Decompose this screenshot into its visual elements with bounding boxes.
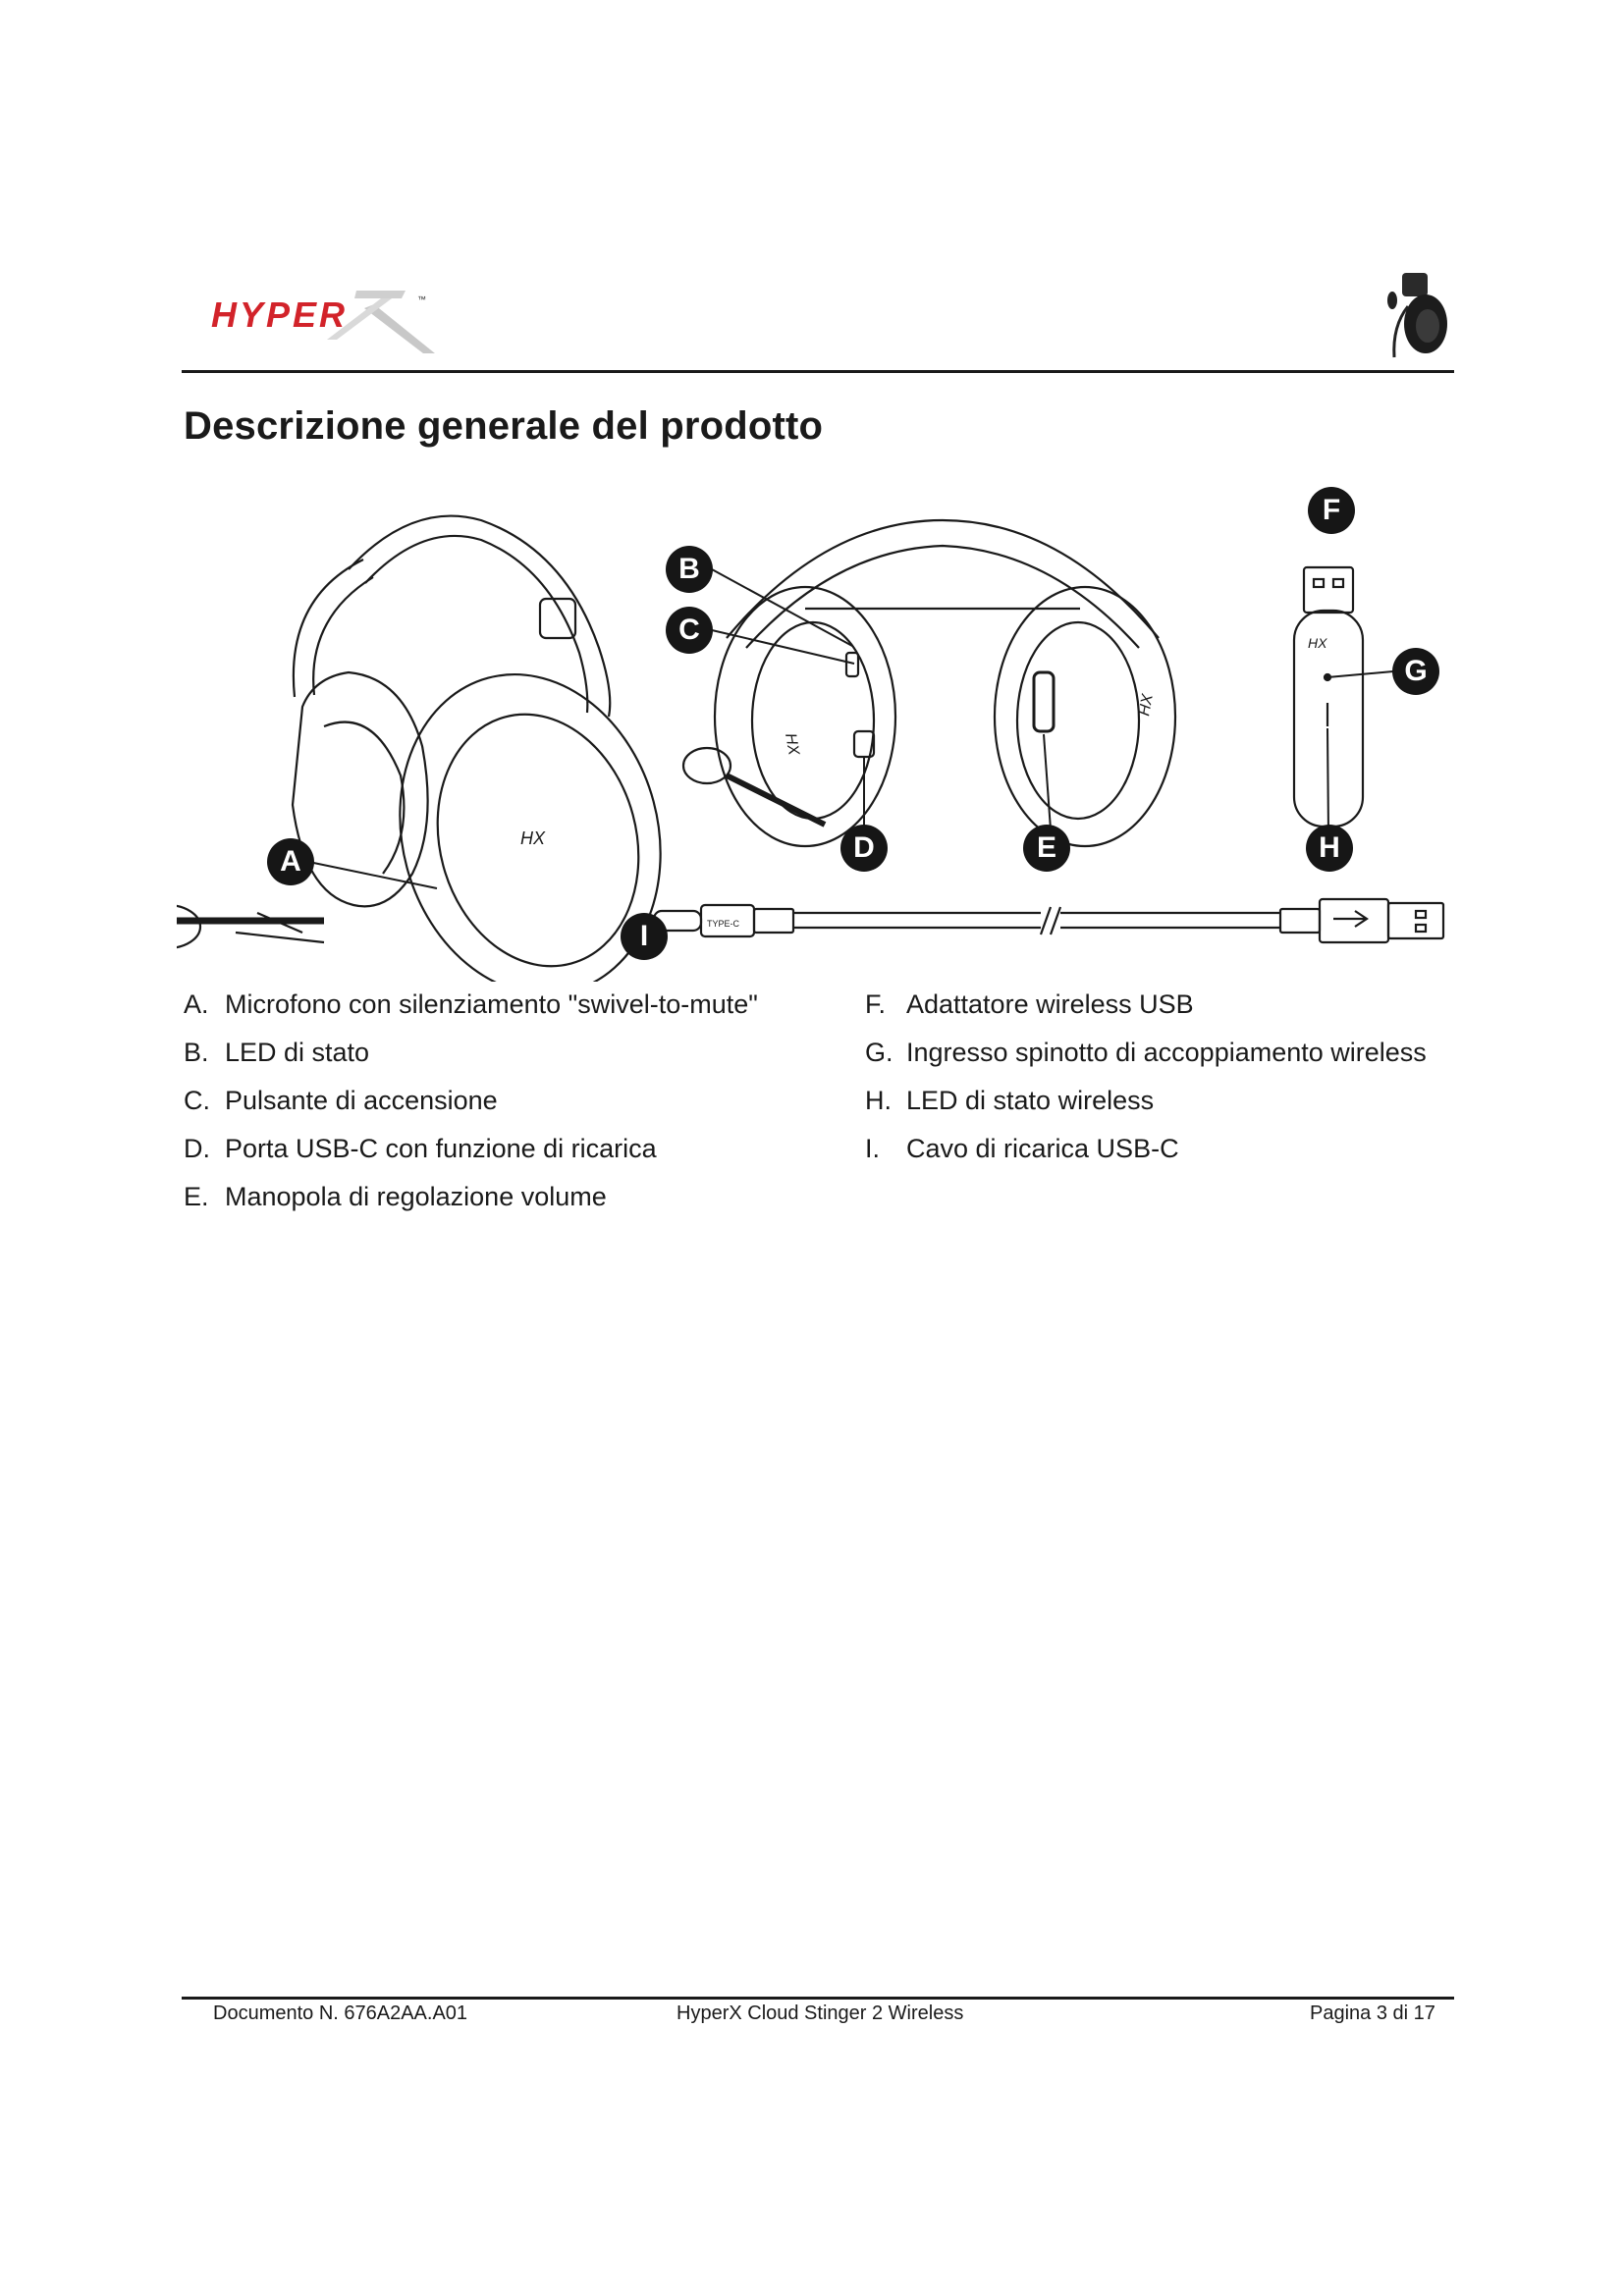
- callout-d: D: [840, 825, 888, 872]
- list-item: [865, 1125, 1474, 1173]
- part-text: Cavo di ricarica USB-C: [906, 1134, 1179, 1163]
- power-button-illustration: [846, 653, 858, 676]
- footer-rule: [182, 1997, 1454, 2000]
- usb-c-cable-illustration: [654, 899, 1443, 942]
- parts-list-left: [184, 981, 832, 1221]
- logo-swoosh-top: [354, 291, 406, 298]
- page-title: Descrizione generale del prodotto: [184, 404, 824, 448]
- part-text: Pulsante di accensione: [225, 1086, 498, 1115]
- list-item: [184, 981, 832, 1029]
- callout-e: E: [1023, 825, 1070, 872]
- part-text: Adattatore wireless USB: [906, 989, 1194, 1019]
- parts-list-right: [865, 981, 1474, 1173]
- part-text: Ingresso spinotto di accoppiamento wireless: [906, 1038, 1427, 1067]
- footer-product-name: HyperX Cloud Stinger 2 Wireless: [677, 2002, 964, 2024]
- list-item: [865, 981, 1474, 1029]
- part-text: Porta USB-C con funzione di ricarica: [225, 1134, 657, 1163]
- svg-text:HX: HX: [1308, 635, 1327, 651]
- svg-text:HX: HX: [1136, 692, 1157, 718]
- part-text: Microfono con silenziamento "swivel-to-mute": [225, 989, 758, 1019]
- earcup-logo: HX: [520, 828, 546, 848]
- part-letter: C.: [184, 1086, 210, 1115]
- callout-c: C: [666, 607, 713, 654]
- callout-h: H: [1306, 825, 1353, 872]
- footer-page-indicator: Pagina 3 di 17: [1310, 2002, 1435, 2024]
- list-item: [865, 1029, 1474, 1077]
- part-letter: D.: [184, 1134, 210, 1163]
- svg-text:HX: HX: [782, 731, 802, 757]
- logo-wordmark: HYPER: [211, 294, 349, 335]
- part-text: LED di stato: [225, 1038, 370, 1067]
- list-item: [184, 1125, 832, 1173]
- cable-plug-label: TYPE-C: [707, 919, 740, 929]
- headset-front-view-illustration: [683, 520, 1175, 846]
- list-item: [184, 1173, 832, 1221]
- callout-i: I: [621, 913, 668, 960]
- logo-swoosh-x: [364, 304, 435, 353]
- part-letter: E.: [184, 1182, 209, 1211]
- callout-g: G: [1392, 648, 1439, 695]
- headset-side-view-illustration: [177, 516, 695, 982]
- part-text: LED di stato wireless: [906, 1086, 1155, 1115]
- list-item: [184, 1077, 832, 1125]
- part-letter: B.: [184, 1038, 209, 1067]
- trademark-symbol: ™: [417, 294, 426, 304]
- headset-thumbnail: [1382, 267, 1449, 365]
- volume-wheel-illustration: [1034, 672, 1054, 731]
- callout-f: F: [1308, 487, 1355, 534]
- part-letter: A.: [184, 989, 209, 1019]
- callout-a: A: [267, 838, 314, 885]
- header-rule: [182, 370, 1454, 373]
- part-letter: F.: [865, 989, 887, 1019]
- part-letter: H.: [865, 1086, 892, 1115]
- part-letter: G.: [865, 1038, 893, 1067]
- list-item: [865, 1077, 1474, 1125]
- footer-document-number: Documento N. 676A2AA.A01: [213, 2002, 468, 2024]
- part-letter: I.: [865, 1134, 881, 1163]
- callout-b: B: [666, 546, 713, 593]
- hyperx-logo: [209, 279, 435, 357]
- part-text: Manopola di regolazione volume: [225, 1182, 607, 1211]
- list-item: [184, 1029, 832, 1077]
- product-overview-figure: [177, 481, 1463, 982]
